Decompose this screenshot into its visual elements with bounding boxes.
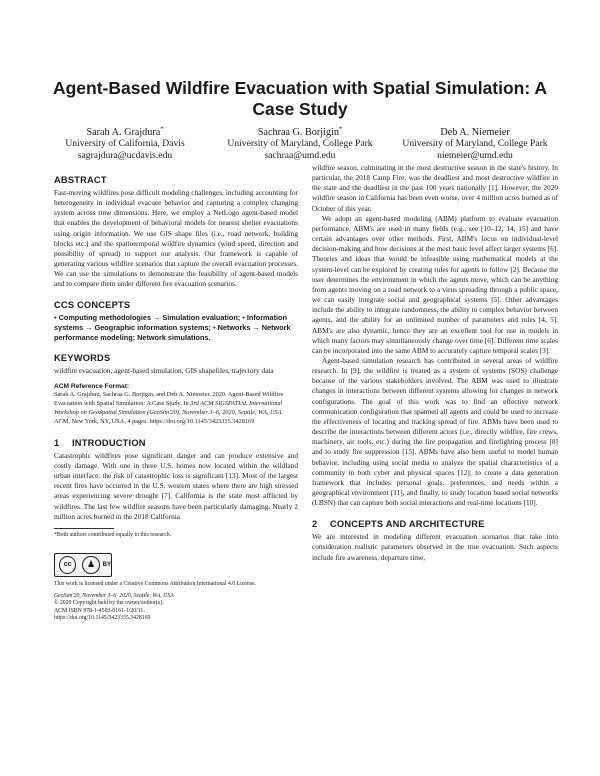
abstract-heading: ABSTRACT bbox=[54, 175, 107, 185]
author-name: Sachraa G. Borjigin bbox=[257, 127, 339, 138]
cc-license-logo bbox=[54, 553, 298, 577]
footnote-rule bbox=[54, 528, 114, 529]
ccs-concepts bbox=[54, 313, 298, 343]
author-2 bbox=[212, 127, 388, 161]
author-3 bbox=[390, 127, 560, 161]
reference-format-text: Sarah A. Grajdura, Sachraa G. Borjigin, and Deb A. Niemeier. 2020. Agent-Based Wildfire Evacuation with Spatial Simulation: A Case Study. In 3rd ACM SIGSPATIAL International Workshop on GeoSpatial Simulation (GeoSim'20), November 3–6, 2020, Seattle, WA, USA. ACM, New York, NY, USA, 4 pages. https://doi.org/10.1145/3423335.3428169 bbox=[54, 391, 284, 425]
right-column bbox=[312, 163, 558, 563]
author-mark: * bbox=[160, 125, 164, 133]
paper-title: Agent-Based Wildfire Evacuation with Spatial Simulation: A Case Study bbox=[52, 78, 548, 119]
ccs-heading: CCS CONCEPTS bbox=[54, 299, 131, 310]
attribution-person-icon: ♟ bbox=[82, 556, 99, 574]
cc-by-label: BY bbox=[102, 561, 111, 568]
author-affiliation: University of Maryland, College Park bbox=[402, 138, 548, 150]
license-details bbox=[54, 593, 298, 623]
keywords-heading: KEYWORDS bbox=[54, 353, 111, 364]
author-name: Deb A. Niemeier bbox=[440, 127, 510, 138]
cc-badge bbox=[54, 553, 112, 577]
introduction-text: Catastrophic wildfires pose significant danger and can produce extensive and costly damage. With one in three U.S. homes now located within the wildland urban interface, the risk of catastrophic loss is significant [13]. Most of the largest recent fires have occurred in the U.S. western states where there are high stressed areas experiencing severe drought [7]. California is the state most afflicted by wildfires. The last few wildfire seasons have been particularly damaging. Nearly 2 million acres burned in the 2018 California bbox=[54, 450, 298, 521]
footnote: *Both authors contributed equally to this research. bbox=[54, 531, 172, 538]
author-email: sachraa@umd.edu bbox=[264, 149, 336, 161]
author-1 bbox=[40, 127, 210, 161]
ccs-item: • Networks → Network performance modeling; Network simulations. bbox=[54, 322, 291, 342]
isbn: ACM ISBN 978-1-4503-8161-1/20/11. bbox=[54, 607, 145, 614]
author-email: niemeier@umd.edu bbox=[437, 149, 513, 161]
author-affiliation: University of Maryland, College Park bbox=[227, 138, 373, 150]
reference-format-label: ACM Reference Format: bbox=[54, 383, 130, 391]
conference-info: GeoSim'20, November 3–6, 2020, Seattle, WA, USA bbox=[54, 592, 174, 599]
author-affiliation: University of California, Davis bbox=[65, 138, 185, 150]
abstract-text: Fast-moving wildfires pose difficult modeling challenges, including accounting for heterogeneity in individual evacuee behavior and capturing a complex changing system across time dimensions. Here, we employ a NetLogo agent-based model that enables the development of behavioral models for nearest shelter evacuations using origin information. We use GIS shape files (i.e., road network, building blocks etc.) and the spatiotemporal wildfire dynamics (wind speed, direction and possibility of spread) to support our analysis. Our framework is capable of generating various wildfire scenarios that capture the overall evacuation processes. We can use the simulations to demonstrate the feasibility of agent-based models and to compare them under different fire evacuation scenarios. bbox=[54, 188, 298, 289]
ccs-item: • Information systems → Geographic information systems; bbox=[54, 312, 287, 332]
author-block bbox=[40, 127, 560, 167]
left-column bbox=[54, 174, 298, 623]
ccs-item: • Computing methodologies → Simulation evaluation; bbox=[54, 312, 241, 322]
reference-format bbox=[54, 382, 298, 427]
author-name: Sarah A. Grajdura bbox=[86, 127, 161, 138]
paragraph: We are interested in modeling different evacuation scenarios that take into consideration realistic parameters observed in the true evacuation. Such aspects include fire awareness, departure time, bbox=[312, 532, 558, 562]
paragraph: We adopt an agent-based modeling (ABM) platform to evaluate evacuation performance. ABM's are used in many fields (e.g., see [10–12, 14, 15] and have certain advantages over other methods. First, ABM's focus on individual-level decision-making and how decisions at the most basic level affect larger systems [6]. Theories and ideas that would be infeasible using mathematical models at the system-level can be explored by creating rules for agents to follow [2]. Because the user determines the environment in which the agents move, which can be anything from agents moving on a road network to a virus spreading through a public space, we can easily integrate social and geographical systems [5]. Other advantages include the ability to integrate randomness, the ability to complex behavior between agents, and the ability for an unlimited number of parameters and rules [4, 5]. ABM's are also dynamic, hence they are an excellent tool for use in models in which many factors may simultaneously change over time [6]. Different time scales can be incorporated into the same ABM to accurately capture temporal scales [3]. bbox=[312, 213, 558, 355]
license-text: This work is licensed under a Creative Commons Attribution International 4.0 License. bbox=[54, 580, 257, 587]
author-email: sagrajdura@ucdavis.edu bbox=[77, 149, 173, 161]
section-heading-introduction: 1 INTRODUCTION bbox=[54, 437, 146, 448]
author-mark: * bbox=[338, 125, 343, 133]
section-heading-concepts: 2 CONCEPTS AND ARCHITECTURE bbox=[312, 519, 485, 530]
cc-icon: cc bbox=[59, 556, 76, 574]
paragraph: wildfire season, culminating in the most destructive season in the state's history. In particular, the 2018 Camp Fire, was the deadliest and most destructive wildfire in the state and the deadliest in the past 100 years nationally [1]. However, the 2020 wildfire season in California has been even worse, over 4 million acres burned as of October of this year. bbox=[312, 163, 558, 213]
keywords-text: wildfire evacuation, agent-based simulation, GIS shapefiles, trajectory data bbox=[54, 366, 274, 376]
doi-link[interactable]: https://doi.org/10.1145/3423335.3428169 bbox=[54, 615, 151, 622]
paragraph: Agent-based simulation research has contributed in several areas of wildfire research. In [9], the wildfire is treated as a system of systems (SOS) challenge because of the various stakeholders involved. The ABM was used to illustrate changes in interactions between different systems allowing for changes in network configurations. The goal of this work was to find an effective network communication configuration that spanned all agents and could be used to increase the effectiveness of locating and tracking spread of fire. ABMs have been used to describe the interactions between different actors (i.e., directly wildfire, fire crews, machinery, air tools, etc.) during the fire propagation and firefighting process [8] and to study fire suppression [15]. ABMs have also been useful to model human behavior, including using social media to analyze the spatial characteristics of a community in both cyber and physical spaces [12]; to create a data generation framework that includes personal goals, preferences, and needs within a geographical environment [11], and finally, to study location based social networks (LBSN) that can capture both social interactions and real-time locations [10]. bbox=[312, 355, 558, 508]
copyright: © 2020 Copyright held by the owner/author(s). bbox=[54, 600, 164, 607]
